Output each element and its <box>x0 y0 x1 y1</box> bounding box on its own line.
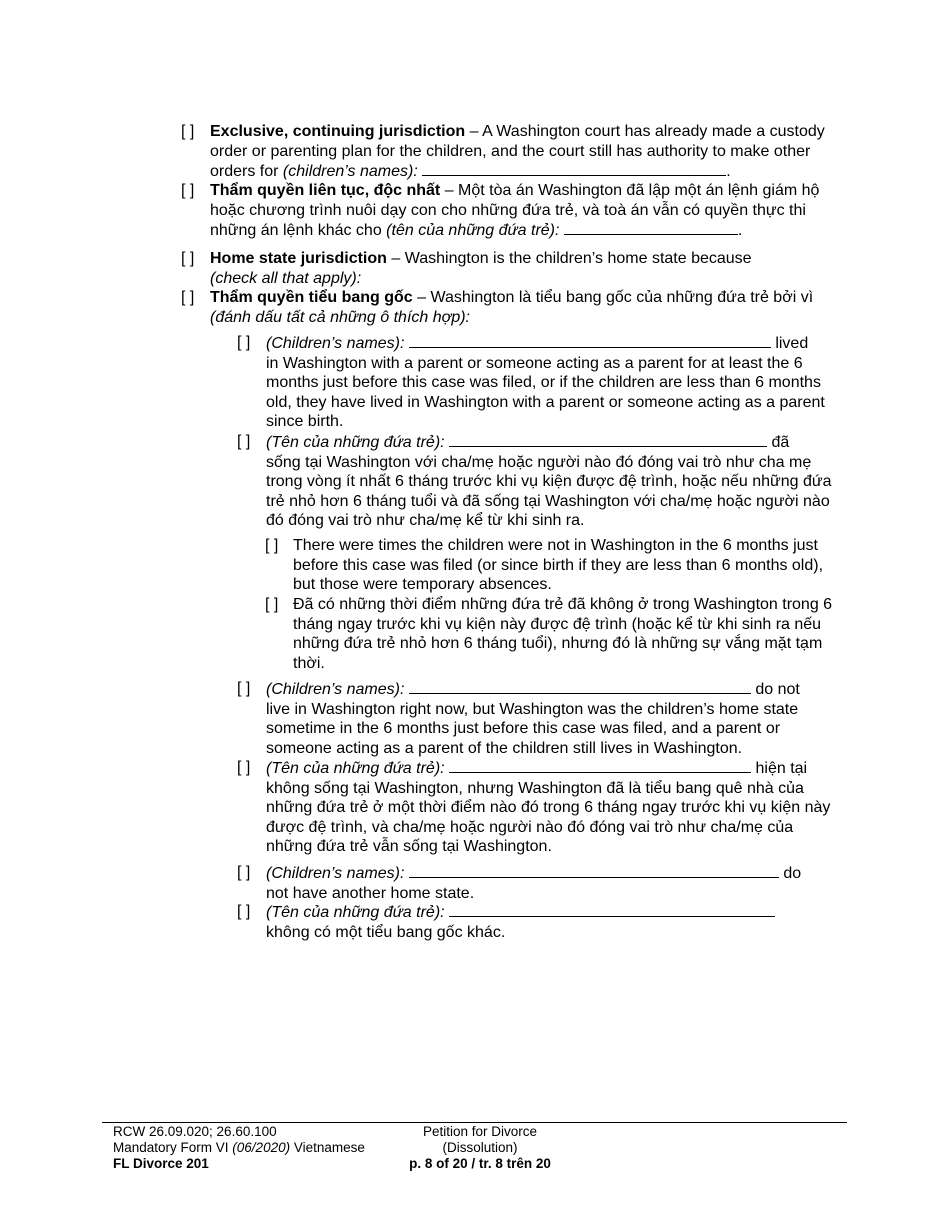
footer-divider <box>102 1122 847 1123</box>
checkbox[interactable]: [ ] <box>237 759 251 776</box>
names-blank[interactable] <box>409 679 751 694</box>
names-blank[interactable] <box>449 902 775 917</box>
item-lived-vi: [ ] (Tên của những đứa trẻ): đã sống tại Washington với cha/mẹ hoặc người nào đó đóng vai trò như cha mẹ trong vòng ít nhất 6 tháng trước khi vụ kiện được đệ trình, hoặc nếu những đứa trẻ nhỏ hơn 6 tháng tuổi và đã sống tại Washington với cha/mẹ hoặc người nào đó đóng vai trò như cha/mẹ kể từ khi sinh ra. <box>237 433 832 530</box>
item-exclusive-jurisdiction-vi: [ ] Thẩm quyền liên tục, độc nhất – Một tòa án Washington đã lập một án lệnh giám hộ hoặc chương trình nuôi dạy con cho những đứa trẻ, và toà án vẫn có quyền thực thi những án lệnh khác cho (tên của những đứa trẻ): . <box>181 182 820 240</box>
item-not-living-en: [ ] (Children’s names): do not live in Washington right now, but Washington was the children’s home state sometime in the 6 months just before this case was filed, and a parent or someone acting as a parent of the children still lives in Washington. <box>237 680 800 757</box>
checkbox[interactable]: [ ] <box>181 289 195 306</box>
names-blank[interactable] <box>409 863 779 878</box>
names-blank[interactable] <box>409 333 771 348</box>
item-exclusive-jurisdiction-en: [ ] Exclusive, continuing jurisdiction – A Washington court has already made a custody order or parenting plan for the children, and the court still has authority to make other orders for (children’s names): . <box>181 123 825 181</box>
footer-rcw: RCW 26.09.020; 26.60.100 <box>113 1124 277 1139</box>
item-lived-en: [ ] (Children’s names): lived in Washington with a parent or someone acting as a parent for at least the 6 months just before this case was filed, or if the children are less than 6 months old, they have lived in Washington with a parent or someone acting as a parent since birth. <box>237 334 825 431</box>
item-title: Thẩm quyền tiểu bang gốc <box>210 289 413 306</box>
item-title: Thẩm quyền liên tục, độc nhất <box>210 182 441 199</box>
item-no-home-state-en: [ ] (Children’s names): do not have another home state. <box>237 864 802 902</box>
item-title: Home state jurisdiction <box>210 250 387 267</box>
footer-title: Petition for Divorce <box>422 1124 538 1139</box>
names-blank[interactable] <box>449 432 767 447</box>
checkbox[interactable]: [ ] <box>181 182 195 199</box>
checkbox[interactable]: [ ] <box>237 433 251 450</box>
footer-subtitle: (Dissolution) <box>442 1140 518 1155</box>
checkbox[interactable]: [ ] <box>181 123 195 140</box>
checkbox[interactable]: [ ] <box>237 864 251 881</box>
checkbox[interactable]: [ ] <box>265 596 279 613</box>
footer-page-number: p. 8 of 20 / tr. 8 trên 20 <box>409 1156 551 1171</box>
item-absences-en: [ ] There were times the children were not in Washington in the 6 months just before this case was filed (or since birth if they are less than 6 months old), but those were temporary absences. <box>265 537 824 594</box>
item-title: Exclusive, continuing jurisdiction <box>210 123 466 140</box>
names-blank[interactable] <box>564 220 738 235</box>
footer-form-id: FL Divorce 201 <box>113 1156 209 1171</box>
checkbox[interactable]: [ ] <box>181 250 195 267</box>
checkbox[interactable]: [ ] <box>237 680 251 697</box>
item-absences-vi: [ ] Đã có những thời điểm những đứa trẻ đã không ở trong Washington trong 6 tháng ngay trước khi vụ kiện này được đệ trình (hoặc kể từ khi sinh ra nếu những đứa trẻ nhỏ hơn 6 tháng tuổi), nhưng đó là những sự vắng mặt tạm thời. <box>265 596 833 672</box>
names-blank[interactable] <box>422 161 726 176</box>
item-no-home-state-vi: [ ] (Tên của những đứa trẻ): không có một tiểu bang gốc khác. <box>237 902 841 942</box>
item-home-state-vi: [ ] Thẩm quyền tiểu bang gốc – Washington là tiểu bang gốc của những đứa trẻ bởi vì (đánh dấu tất cả những ô thích hợp): <box>181 289 814 326</box>
item-not-living-vi: [ ] (Tên của những đứa trẻ): hiện tại không sống tại Washington, nhưng Washington đã là tiểu bang quê nhà của những đứa trẻ ở một thời điểm nào đó trong 6 tháng ngay trước khi vụ kiện này được đệ trình, và cha/mẹ hoặc người nào đó đóng vai trò như cha/mẹ của những đứa trẻ vẫn sống tại Washington. <box>237 759 831 856</box>
item-home-state-en: [ ] Home state jurisdiction – Washington is the children’s home state because (check all that apply): <box>181 250 752 287</box>
footer-form: Mandatory Form VI (06/2020) Vietnamese <box>113 1140 365 1155</box>
names-blank[interactable] <box>449 758 751 773</box>
checkbox[interactable]: [ ] <box>237 334 251 351</box>
checkbox[interactable]: [ ] <box>237 903 251 920</box>
checkbox[interactable]: [ ] <box>265 537 279 554</box>
